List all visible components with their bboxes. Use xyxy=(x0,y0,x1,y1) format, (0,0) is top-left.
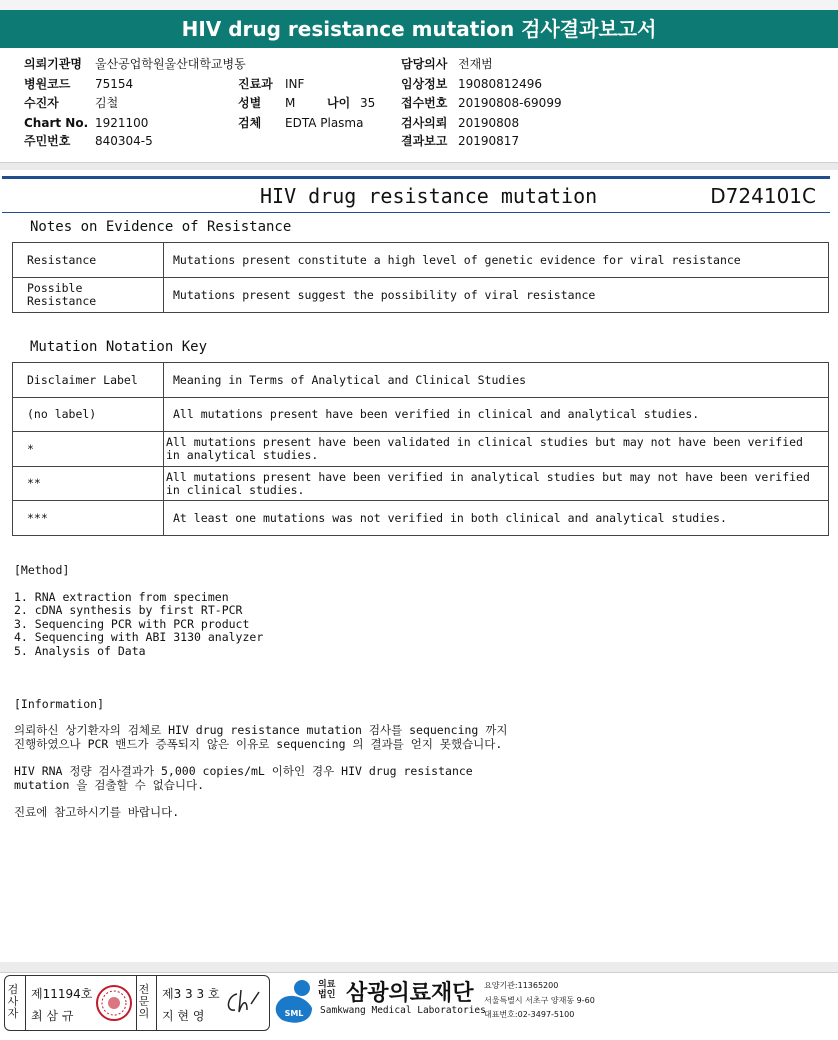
evidence-table xyxy=(12,242,829,313)
term-cell: Resistance xyxy=(13,243,164,278)
table-row xyxy=(13,363,829,398)
meaning-cell: Mutations present suggest the possibility of viral resistance xyxy=(164,278,829,313)
label-cell: *** xyxy=(13,501,164,536)
table-row xyxy=(13,398,829,432)
inspector-name: 최 삼 규 xyxy=(31,1009,74,1023)
label-cell: ** xyxy=(13,467,164,501)
table-row xyxy=(13,243,829,278)
inspector-label xyxy=(7,984,21,1020)
footer-divider xyxy=(0,962,838,973)
age-label: 나이 xyxy=(327,96,351,110)
header-divider xyxy=(0,162,838,170)
header-label: 접수번호 xyxy=(401,96,448,110)
specialist-label xyxy=(138,984,152,1020)
meaning-cell: All mutations present have been verified in clinical and analytical studies. xyxy=(164,398,829,432)
section-rule xyxy=(2,176,830,179)
label-cell: * xyxy=(13,432,164,467)
specimen-value: EDTA Plasma xyxy=(285,116,364,130)
notation-table xyxy=(12,362,829,536)
header-label: 임상정보 xyxy=(401,77,448,91)
seal-icon xyxy=(95,984,133,1022)
header-value: 20190817 xyxy=(458,134,520,148)
inspector-label-text: 검사자 xyxy=(7,983,19,1020)
label-cell: Disclaimer Label xyxy=(13,363,164,398)
header-value: 19080812496 xyxy=(458,77,542,91)
separator xyxy=(156,976,157,1030)
title-underline xyxy=(2,212,830,213)
information-paragraph: 진료에 참고하시기를 바랍니다. xyxy=(14,805,180,819)
header-label: 결과보고 xyxy=(401,134,448,148)
logo-text: SML xyxy=(284,1009,304,1018)
table-row xyxy=(13,467,829,501)
notation-heading: Mutation Notation Key xyxy=(30,339,208,355)
meaning-cell: All mutations present have been validated in clinical studies but may not have been verified in analytical studies. xyxy=(164,432,829,467)
header-value: 1921100 xyxy=(95,116,149,130)
org-corp-label: 의료 법인 xyxy=(318,980,336,1000)
header-label: 의뢰기관명 xyxy=(24,57,82,71)
org-address: 서울특별시 서초구 양재동 9-60 xyxy=(484,996,595,1005)
header-value: 75154 xyxy=(95,77,134,91)
meaning-cell: At least one mutations was not verified in both clinical and analytical studies. xyxy=(164,501,829,536)
meaning-cell: Mutations present constitute a high level of genetic evidence for viral resistance xyxy=(164,243,829,278)
signature-icon xyxy=(223,986,263,1020)
header-label: 검사의뢰 xyxy=(401,116,448,130)
term-cell: Possible Resistance xyxy=(13,278,164,313)
separator xyxy=(25,976,26,1030)
report-title: HIV drug resistance mutation 검사결과보고서 xyxy=(0,10,838,48)
dept-label: 진료과 xyxy=(238,77,273,91)
table-row xyxy=(13,278,829,313)
table-row xyxy=(13,501,829,536)
evidence-heading: Notes on Evidence of Resistance xyxy=(30,219,292,235)
signature-box xyxy=(4,975,270,1031)
header-value: 전재범 xyxy=(458,57,493,71)
header-value: 20190808-69099 xyxy=(458,96,562,110)
separator xyxy=(136,976,137,1030)
header-label: 병원코드 xyxy=(24,77,71,91)
top-margin xyxy=(0,0,838,10)
header-label: 주민번호 xyxy=(24,134,71,148)
method-step: 5. Analysis of Data xyxy=(14,644,146,658)
header-label: 수진자 xyxy=(24,96,59,110)
header-label: Chart No. xyxy=(24,116,89,130)
document-title: HIV drug resistance mutation xyxy=(260,184,598,208)
meaning-cell: All mutations present have been verified in analytical studies but may not have been verified in clinical studies. xyxy=(164,467,829,501)
method-step: 1. RNA extraction from specimen xyxy=(14,590,229,604)
method-step: 2. cDNA synthesis by first RT-PCR xyxy=(14,603,243,617)
sex-value: M xyxy=(285,96,296,110)
header-value: 840304-5 xyxy=(95,134,153,148)
method-step: 4. Sequencing with ABI 3130 analyzer xyxy=(14,630,264,644)
table-row xyxy=(13,432,829,467)
org-code: 요양기관:11365200 xyxy=(484,981,559,990)
specimen-label: 검체 xyxy=(238,116,262,130)
org-phone: 대표번호:02-3497-5100 xyxy=(484,1010,575,1019)
method-heading: [Method] xyxy=(14,563,70,577)
document-code: D724101C xyxy=(710,184,816,208)
org-english-name: Samkwang Medical Laboratories xyxy=(320,1005,486,1016)
dept-value: INF xyxy=(285,77,305,91)
information-paragraph: HIV RNA 정량 검사결과가 5,000 copies/mL 이하인 경우 HIV drug resistance mutation 을 검출할 수 없습니다. xyxy=(14,764,473,792)
sex-label: 성별 xyxy=(238,96,262,110)
specialist-label-text: 전문의 xyxy=(138,983,150,1020)
header-value: 김철 xyxy=(95,96,119,110)
org-name: 삼광의료재단 xyxy=(346,981,474,1006)
method-step: 3. Sequencing PCR with PCR product xyxy=(14,617,250,631)
age-value: 35 xyxy=(360,96,376,110)
label-cell: (no label) xyxy=(13,398,164,432)
header-label: 담당의사 xyxy=(401,57,448,71)
information-paragraph: 의뢰하신 상기환자의 검체로 HIV drug resistance mutation 검사를 sequencing 까지 진행하였으나 PCR 밴드가 증폭되지 않은 이유로 sequencing 의 결과를 얻지 못했습니다. xyxy=(14,723,508,751)
specialist-license: 제3 3 3 호 xyxy=(162,987,220,1001)
information-heading: [Information] xyxy=(14,697,105,711)
header-value: 울산공업학원울산대학교병동 xyxy=(95,57,246,71)
specialist-name: 지 현 영 xyxy=(162,1009,205,1023)
inspector-license: 제11194호 xyxy=(31,987,93,1001)
meaning-cell: Meaning in Terms of Analytical and Clinical Studies xyxy=(164,363,829,398)
header-value: 20190808 xyxy=(458,116,520,130)
sml-logo-icon xyxy=(272,978,318,1028)
